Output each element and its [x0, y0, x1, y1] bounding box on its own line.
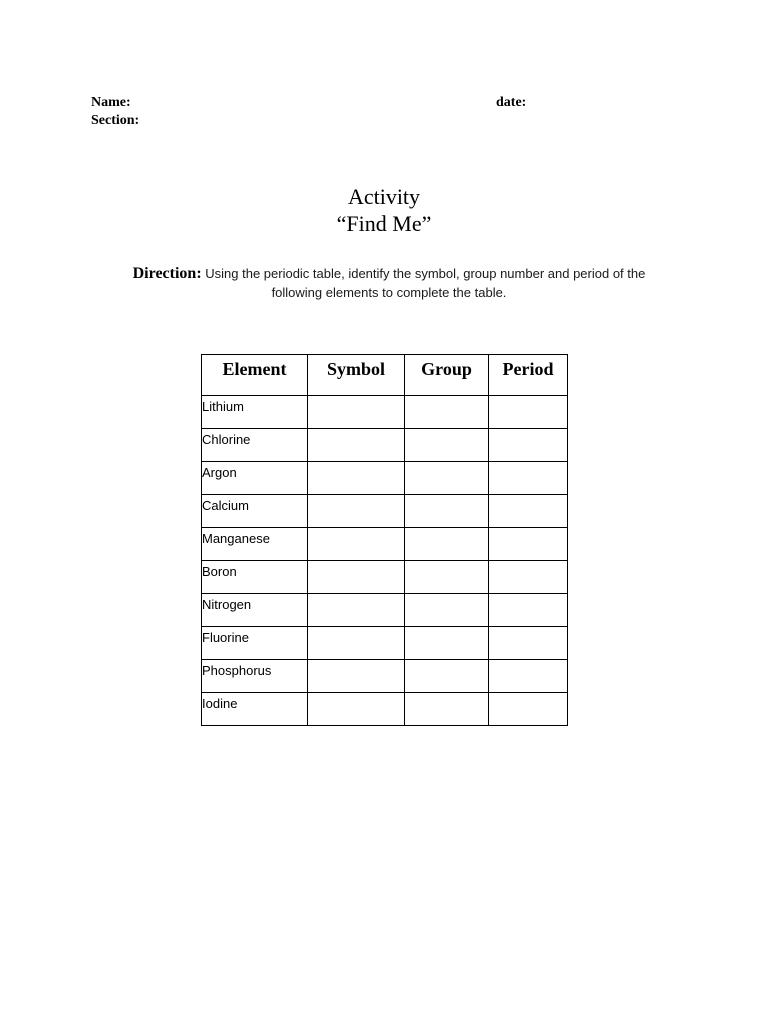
element-cell: Boron — [202, 561, 308, 594]
element-cell: Lithium — [202, 396, 308, 429]
table-row — [202, 462, 568, 495]
date-label: date: — [496, 95, 527, 110]
symbol-cell[interactable] — [308, 594, 405, 627]
period-cell[interactable] — [489, 627, 568, 660]
table-body — [202, 396, 568, 726]
symbol-cell[interactable] — [308, 561, 405, 594]
period-cell[interactable] — [489, 396, 568, 429]
table-row — [202, 396, 568, 429]
table-row — [202, 660, 568, 693]
element-cell: Calcium — [202, 495, 308, 528]
group-cell[interactable] — [405, 396, 489, 429]
direction-text-line2: following elements to complete the table. — [271, 285, 507, 300]
table-row — [202, 594, 568, 627]
group-cell[interactable] — [405, 693, 489, 726]
direction-label: Direction: — [132, 265, 202, 282]
header-element: Element — [202, 355, 308, 396]
direction-paragraph — [104, 264, 674, 302]
element-cell: Manganese — [202, 528, 308, 561]
group-cell[interactable] — [405, 495, 489, 528]
element-cell: Phosphorus — [202, 660, 308, 693]
symbol-cell[interactable] — [308, 660, 405, 693]
page-subtitle: “Find Me” — [336, 211, 432, 236]
element-cell: Chlorine — [202, 429, 308, 462]
element-cell: Nitrogen — [202, 594, 308, 627]
period-cell[interactable] — [489, 594, 568, 627]
period-cell[interactable] — [489, 528, 568, 561]
elements-table — [201, 354, 568, 726]
group-cell[interactable] — [405, 627, 489, 660]
period-cell[interactable] — [489, 693, 568, 726]
header-period: Period — [489, 355, 568, 396]
group-cell[interactable] — [405, 429, 489, 462]
element-cell: Iodine — [202, 693, 308, 726]
table-row — [202, 693, 568, 726]
period-cell[interactable] — [489, 429, 568, 462]
section-label: Section: — [91, 113, 140, 128]
group-cell[interactable] — [405, 594, 489, 627]
group-cell[interactable] — [405, 561, 489, 594]
group-cell[interactable] — [405, 528, 489, 561]
element-cell: Fluorine — [202, 627, 308, 660]
group-cell[interactable] — [405, 660, 489, 693]
symbol-cell[interactable] — [308, 396, 405, 429]
period-cell[interactable] — [489, 660, 568, 693]
symbol-cell[interactable] — [308, 429, 405, 462]
table-header-row — [202, 355, 568, 396]
table-row — [202, 627, 568, 660]
table-row — [202, 429, 568, 462]
table-row — [202, 561, 568, 594]
direction-text-line1: Using the periodic table, identify the symbol, group number and period of the — [201, 266, 646, 281]
name-label: Name: — [91, 95, 131, 110]
period-cell[interactable] — [489, 561, 568, 594]
element-cell: Argon — [202, 462, 308, 495]
page-title: Activity — [347, 184, 421, 209]
period-cell[interactable] — [489, 495, 568, 528]
table-row — [202, 495, 568, 528]
header-symbol: Symbol — [308, 355, 405, 396]
period-cell[interactable] — [489, 462, 568, 495]
symbol-cell[interactable] — [308, 627, 405, 660]
header-group: Group — [405, 355, 489, 396]
symbol-cell[interactable] — [308, 462, 405, 495]
group-cell[interactable] — [405, 462, 489, 495]
table-row — [202, 528, 568, 561]
symbol-cell[interactable] — [308, 495, 405, 528]
symbol-cell[interactable] — [308, 528, 405, 561]
symbol-cell[interactable] — [308, 693, 405, 726]
